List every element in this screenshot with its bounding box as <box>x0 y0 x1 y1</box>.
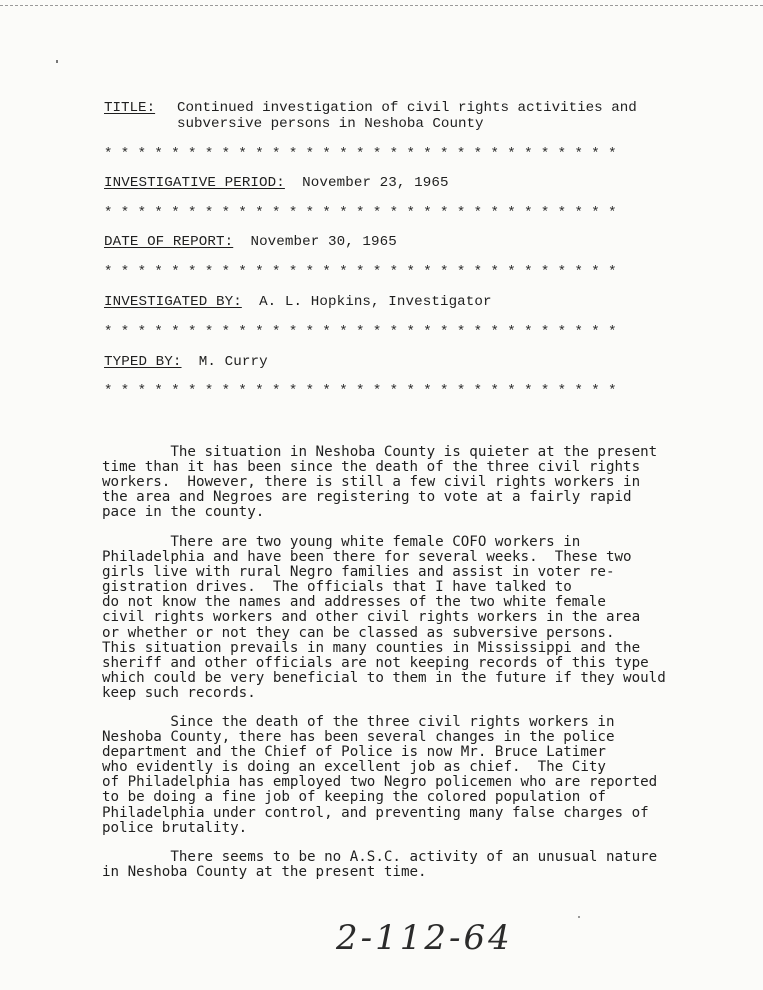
scan-speck <box>56 60 58 63</box>
title-label: TITLE: <box>104 100 156 116</box>
paragraph-3: Since the death of the three civil rights workers in Neshoba County, there has been several changes in the police department and the Chief of Police is now Mr. Bruce Latimer who evidently is doing an excellent job as chief. The City of Philadelphia has employed two Negro policemen who are reported to be doing a fine job of keeping the colored population of Philadelphia under control, and preventing many false charges of police brutality. <box>102 714 658 836</box>
separator-3: * * * * * * * * * * * * * * * * * * * * * * * * * * * * * * * <box>104 264 617 280</box>
separator-2: * * * * * * * * * * * * * * * * * * * * * * * * * * * * * * * <box>104 205 617 221</box>
scan-speck-2 <box>578 916 580 918</box>
paragraph-4: There seems to be no A.S.C. activity of an unusual nature in Neshoba County at the present time. <box>102 849 658 881</box>
investigated-by-label: INVESTIGATED BY: <box>104 294 242 310</box>
title-line-1: Continued investigation of civil rights activities and <box>177 100 637 116</box>
typed-by-label: TYPED BY: <box>104 354 182 370</box>
investigative-period-row <box>104 176 449 191</box>
investigated-by-row <box>104 295 492 310</box>
title-line-2: subversive persons in Neshoba County <box>177 116 484 132</box>
separator-4: * * * * * * * * * * * * * * * * * * * * * * * * * * * * * * * <box>104 324 617 340</box>
date-of-report-row <box>104 235 397 250</box>
investigative-period-label: INVESTIGATIVE PERIOD: <box>104 175 285 191</box>
typed-by-value: M. Curry <box>198 354 268 370</box>
typed-by-row <box>104 355 268 370</box>
separator-1: * * * * * * * * * * * * * * * * * * * * * * * * * * * * * * * <box>104 146 617 162</box>
handwritten-file-number: 2-112-64 <box>336 918 513 958</box>
date-of-report-value: November 30, 1965 <box>250 234 397 250</box>
investigated-by-value: A. L. Hopkins, Investigator <box>259 294 492 310</box>
investigative-period-value: November 23, 1965 <box>302 175 449 191</box>
separator-5: * * * * * * * * * * * * * * * * * * * * * * * * * * * * * * * <box>104 383 617 399</box>
paragraph-2: There are two young white female COFO workers in Philadelphia and have been there for several weeks. These two girls live with rural Negro families and assist in voter re- gistration drives. The officials that I have talked to do not know the names and addresses of the two white female civil rights workers and other civil rights workers in the area or whether or not they can be classed as subversive persons. This situation prevails in many counties in Mississippi and the sheriff and other officials are not keeping records of this type which could be very beneficial to them in the future if they would keep such records. <box>102 534 666 701</box>
date-of-report-label: DATE OF REPORT: <box>104 234 234 250</box>
paragraph-1: The situation in Neshoba County is quieter at the present time than it has been since the death of the three civil rights workers. However, there is still a few civil rights workers in the area and Negroes are registering to vote at a fairly rapid pace in the county. <box>102 444 658 521</box>
page-top-edge <box>0 0 763 6</box>
